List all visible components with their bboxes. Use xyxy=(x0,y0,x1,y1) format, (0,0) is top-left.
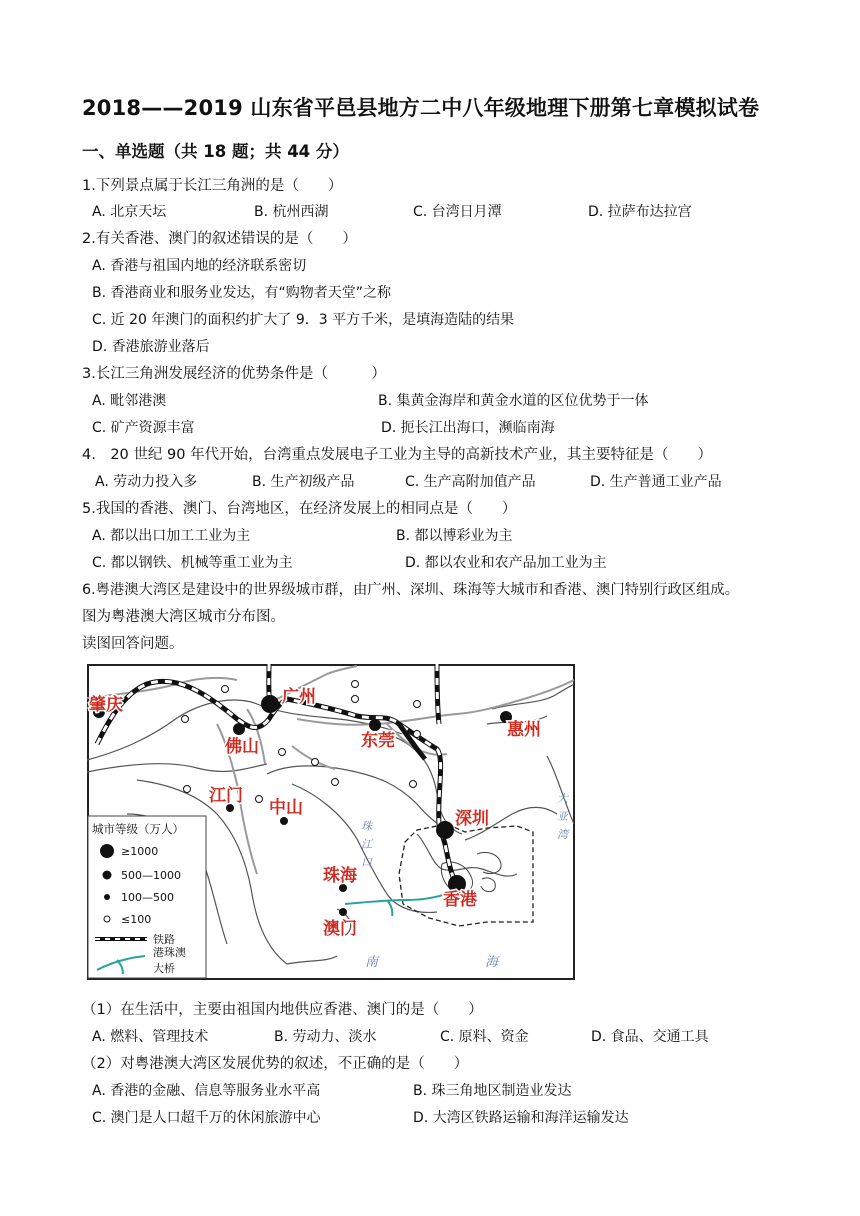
question-6-stem-line1: 6.粤港澳大湾区是建设中的世界级城市群，由广州、深圳、珠海等大城市和香港、澳门特别行政区组成。 xyxy=(82,582,739,598)
q2-option-c: C. 近 20 年澳门的面积约扩大了 9．3 平方千米，是填海造陆的结果 xyxy=(92,312,515,328)
q4-option-a: A. 劳动力投入多 xyxy=(95,474,198,490)
city-label-zhaoqing: 肇庆 xyxy=(89,695,123,715)
q3-option-b: B. 集黄金海岸和黄金水道的区位优势于一体 xyxy=(378,393,649,409)
q2-option-d: D. 香港旅游业落后 xyxy=(92,339,210,355)
q6-1-option-c: C. 原料、资金 xyxy=(440,1029,529,1045)
q2-option-a: A. 香港与祖国内地的经济联系密切 xyxy=(92,258,307,274)
q1-option-a: A. 北京天坛 xyxy=(92,204,167,220)
question-6-stem-line2: 图为粤港澳大湾区城市分布图。 xyxy=(82,609,285,625)
question-2-stem: 2.有关香港、澳门的叙述错误的是（ ） xyxy=(82,231,357,247)
city-dot-guangzhou xyxy=(261,695,279,713)
page-title: 2018——2019 山东省平邑县地方二中八年级地理下册第七章模拟试卷 xyxy=(82,96,760,120)
q1-option-c: C. 台湾日月潭 xyxy=(413,204,502,220)
water-label-hai: 海 xyxy=(485,955,499,970)
question-4-stem: 4. 20 世纪 90 年代开始，台湾重点发展电子工业为主导的高新技术产业，其主要特征是（ ） xyxy=(82,447,713,463)
q5-option-c: C. 都以钢铁、机械等重工业为主 xyxy=(92,555,293,571)
q6-1-option-d: D. 食品、交通工具 xyxy=(591,1029,709,1045)
city-label-zhuhai: 珠海 xyxy=(323,866,357,886)
legend-bridge-line2: 大桥 xyxy=(153,962,175,975)
water-label-nan: 南 xyxy=(365,955,379,970)
water-label-ya: 亚 xyxy=(557,810,568,823)
q4-option-c: C. 生产高附加值产品 xyxy=(405,474,536,490)
water-label-kou: 口 xyxy=(361,856,372,869)
city-label-hongkong: 香港 xyxy=(443,890,477,910)
question-6-sub1-stem: （1）在生活中，主要由祖国内地供应香港、澳门的是（ ） xyxy=(82,1002,483,1018)
q3-option-d: D. 扼长江出海口，濒临南海 xyxy=(381,420,555,436)
question-6-stem-line3: 读图回答问题。 xyxy=(82,636,184,652)
q6-1-option-a: A. 燃料、管理技术 xyxy=(92,1029,209,1045)
water-label-zhu: 珠 xyxy=(361,820,372,833)
section-heading: 一、单选题（共 18 题；共 44 分） xyxy=(82,142,349,161)
q5-option-b: B. 都以博彩业为主 xyxy=(396,528,513,544)
question-3-stem: 3.长江三角洲发展经济的优势条件是（ ） xyxy=(82,366,386,382)
q6-2-option-b: B. 珠三角地区制造业发达 xyxy=(413,1083,572,1099)
legend-bridge-line1: 港珠澳 xyxy=(153,946,186,959)
legend-title: 城市等级（万人） xyxy=(92,822,184,836)
city-label-shenzhen: 深圳 xyxy=(455,809,489,829)
city-label-guangzhou: 广州 xyxy=(282,687,316,707)
legend-level-4: ≤100 xyxy=(121,913,152,926)
q6-2-option-c: C. 澳门是人口超千万的休闲旅游中心 xyxy=(92,1110,321,1126)
city-dot-shenzhen xyxy=(436,821,454,839)
city-dot-dongguan xyxy=(369,719,381,731)
city-label-foshan: 佛山 xyxy=(225,737,259,757)
city-label-macao: 澳门 xyxy=(323,919,357,939)
map-legend xyxy=(88,816,206,978)
q2-option-b: B. 香港商业和服务业发达，有“购物者天堂”之称 xyxy=(92,285,392,301)
city-label-zhongshan: 中山 xyxy=(269,798,303,818)
water-label-da: 大 xyxy=(557,792,568,805)
legend-level-3: 100—500 xyxy=(121,891,174,904)
legend-level-2: 500—1000 xyxy=(121,869,181,882)
city-label-jiangmen: 江门 xyxy=(209,786,243,806)
q4-option-b: B. 生产初级产品 xyxy=(252,474,355,490)
q3-option-c: C. 矿产资源丰富 xyxy=(92,420,195,436)
city-dot-zhongshan xyxy=(280,817,288,825)
q1-option-d: D. 拉萨布达拉宫 xyxy=(588,204,692,220)
question-1-stem: 1.下列景点属于长江三角洲的是（ ） xyxy=(82,178,343,194)
q3-option-a: A. 毗邻港澳 xyxy=(92,393,167,409)
q4-option-d: D. 生产普通工业产品 xyxy=(590,474,722,490)
question-5-stem: 5.我国的香港、澳门、台湾地区，在经济发展上的相同点是（ ） xyxy=(82,501,517,517)
water-label-jiang: 江 xyxy=(361,838,372,851)
q6-1-option-b: B. 劳动力、淡水 xyxy=(274,1029,377,1045)
city-label-huizhou: 惠州 xyxy=(507,720,541,740)
q5-option-a: A. 都以出口加工工业为主 xyxy=(92,528,251,544)
legend-level-1: ≥1000 xyxy=(121,845,159,858)
city-dot-foshan xyxy=(233,723,245,735)
legend-symbol-level-1 xyxy=(100,844,114,858)
legend-symbol-level-2 xyxy=(103,871,112,880)
legend-symbol-level-3 xyxy=(104,894,110,900)
city-dot-macao xyxy=(339,908,347,916)
q5-option-d: D. 都以农业和农产品加工业为主 xyxy=(405,555,607,571)
legend-railway: 铁路 xyxy=(153,933,175,946)
city-label-dongguan: 东莞 xyxy=(361,731,395,751)
water-label-wan: 湾 xyxy=(557,828,568,841)
q6-2-option-d: D. 大湾区铁路运输和海洋运输发达 xyxy=(413,1110,629,1126)
bay-area-city-map xyxy=(87,664,575,980)
question-6-sub2-stem: （2）对粤港澳大湾区发展优势的叙述，不正确的是（ ） xyxy=(82,1056,469,1072)
q6-2-option-a: A. 香港的金融、信息等服务业水平高 xyxy=(92,1083,321,1099)
legend-symbol-level-4 xyxy=(104,916,110,922)
q1-option-b: B. 杭州西湖 xyxy=(254,204,329,220)
